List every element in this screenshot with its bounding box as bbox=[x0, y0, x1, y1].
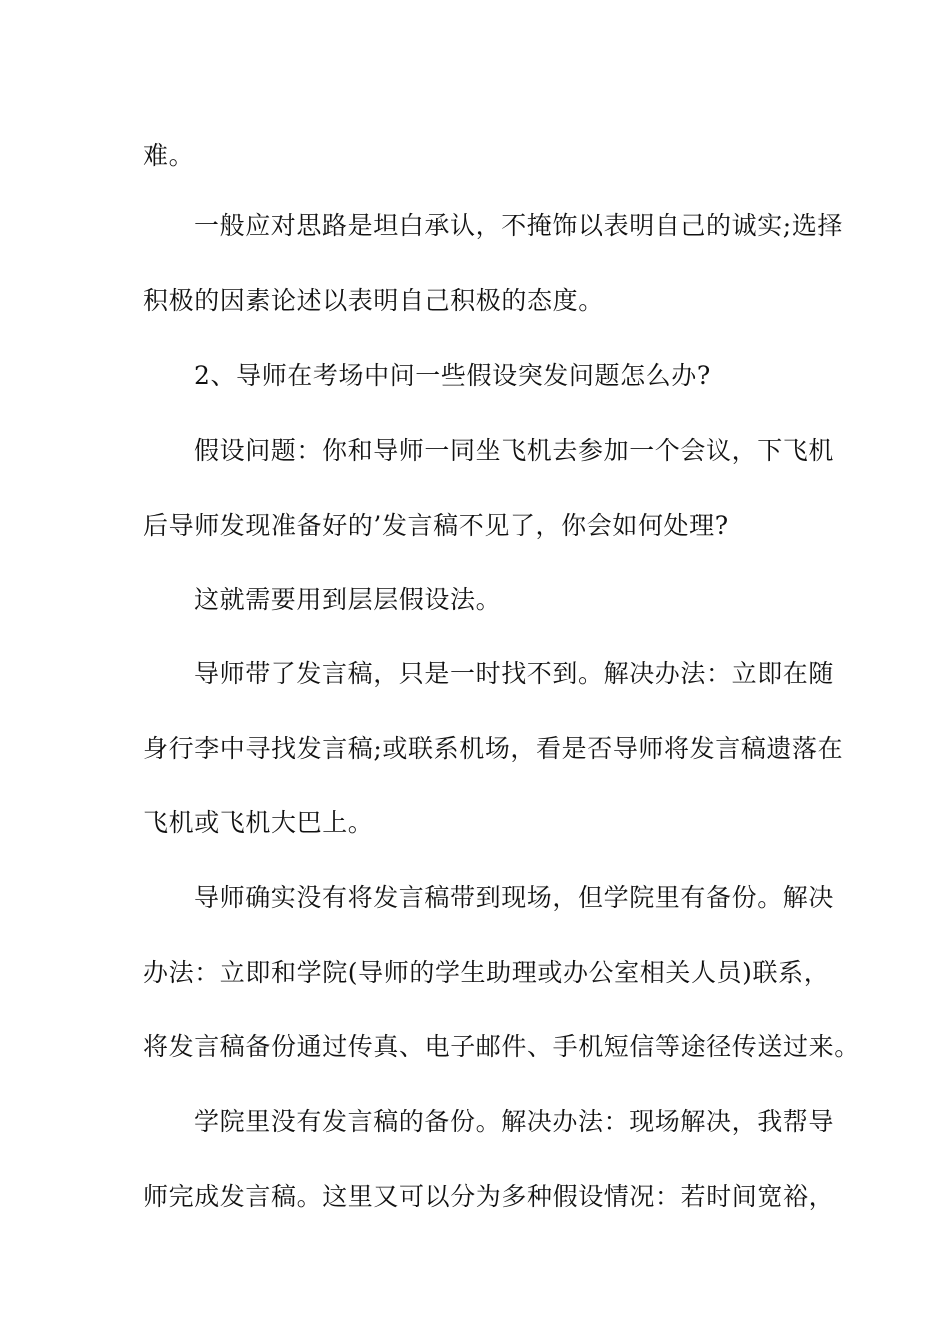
text-line: 这就需要用到层层假设法。 bbox=[194, 585, 502, 614]
text-line: 一般应对思路是坦白承认，不掩饰以表明自己的诚实;选择 bbox=[194, 211, 844, 240]
text-line: 后导师发现准备好的’发言稿不见了，你会如何处理? bbox=[143, 511, 729, 540]
text-line: 积极的因素论述以表明自己积极的态度。 bbox=[143, 286, 604, 315]
text-line: 难。 bbox=[143, 141, 195, 170]
text-line: 导师确实没有将发言稿带到现场，但学院里有备份。解决 bbox=[194, 883, 835, 912]
text-line: 学院里没有发言稿的备份。解决办法：现场解决，我帮导 bbox=[194, 1107, 835, 1136]
text-line: 导师带了发言稿，只是一时找不到。解决办法：立即在随 bbox=[194, 659, 835, 688]
text-line: 将发言稿备份通过传真、电子邮件、手机短信等途径传送过来。 bbox=[143, 1032, 860, 1061]
text-line: 师完成发言稿。这里又可以分为多种假设情况：若时间宽裕， bbox=[143, 1182, 835, 1211]
text-line: 2、导师在考场中问一些假设突发问题怎么办? bbox=[194, 361, 711, 390]
text-line: 假设问题：你和导师一同坐飞机去参加一个会议，下飞机 bbox=[194, 436, 835, 465]
text-line: 身行李中寻找发言稿;或联系机场，看是否导师将发言稿遗落在 bbox=[143, 734, 844, 763]
text-line: 办法：立即和学院(导师的学生助理或办公室相关人员)联系， bbox=[143, 958, 830, 987]
text-line: 飞机或飞机大巴上。 bbox=[143, 808, 374, 837]
